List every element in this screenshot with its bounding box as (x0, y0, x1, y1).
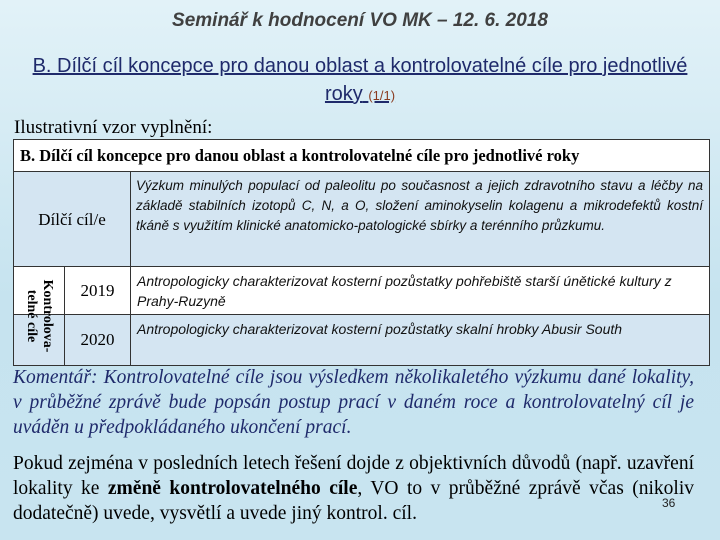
seminar-title: Seminář k hodnocení VO MK – 12. 6. 2018 (172, 10, 548, 31)
comment-text: Komentář: Kontrolovatelné cíle jsou výsledkem několikaletého výzkumu dané lokality, v průběžné zprávě bude popsán postup prací v daném roce a kontrolovatelný cíl je uváděn u předpokládaného ukončení prací. (13, 367, 694, 438)
note-bold: změně kontrolovatelného cíle (107, 478, 358, 499)
goals-table (13, 139, 710, 366)
table-row-goal (14, 172, 709, 267)
table-header: B. Dílčí cíl koncepce pro danou oblast a kontrolovatelné cíle pro jednotlivé roky (20, 146, 580, 165)
note-part1: Pokud zejména v posledních letech řešení dojde z objektivních důvodů (např. uzavření lokality ke (13, 453, 694, 499)
goal-text: Výzkum minulých populací od paleolitu po současnost a jejich zdravotního stavu a léčby na základě stabilních izotopů C, N, a O, složení aminokyselin kolagenu a mikrodefektů kostní tkáně s využitím klinické anatomicko-patologické sbírky a terénního průzkumu. (136, 178, 703, 233)
section-heading (30, 52, 690, 110)
row-text: Antropologicky charakterizovat kosterní pozůstatky pohřebiště starší únětické kultury z Prahy-Ruzyně (137, 273, 672, 309)
row-text: Antropologicky charakterizovat kosterní pozůstatky skalní hrobky Abusir South (137, 321, 623, 337)
page-indicator: (1/1) (368, 88, 396, 103)
note-part2: , VO to v průběžné zprávě včas (nikoliv dodatečně) uvede, vysvětlí a uvede jiný kontrol. cíl. (13, 478, 695, 524)
table-row (14, 315, 709, 365)
controllable-goals-label (23, 280, 55, 353)
section-heading-text: B. Dílčí cíl koncepce pro danou oblast a kontrolovatelné cíle pro jednotlivé roky (32, 55, 688, 105)
intro-text: Ilustrativní vzor vyplnění: (14, 117, 213, 138)
row-year: 2019 (65, 267, 131, 314)
goal-label: Dílčí cíl/e (14, 172, 131, 267)
controllable-goals-cell (14, 267, 65, 365)
table-header-row (14, 140, 709, 172)
table-row (14, 267, 709, 315)
note-text (13, 451, 694, 526)
side-label-line1: Kontrolova- (40, 279, 55, 353)
side-label-line2: telné cíle (24, 289, 39, 343)
slide-number: 36 (662, 496, 676, 510)
row-year: 2020 (65, 315, 131, 365)
